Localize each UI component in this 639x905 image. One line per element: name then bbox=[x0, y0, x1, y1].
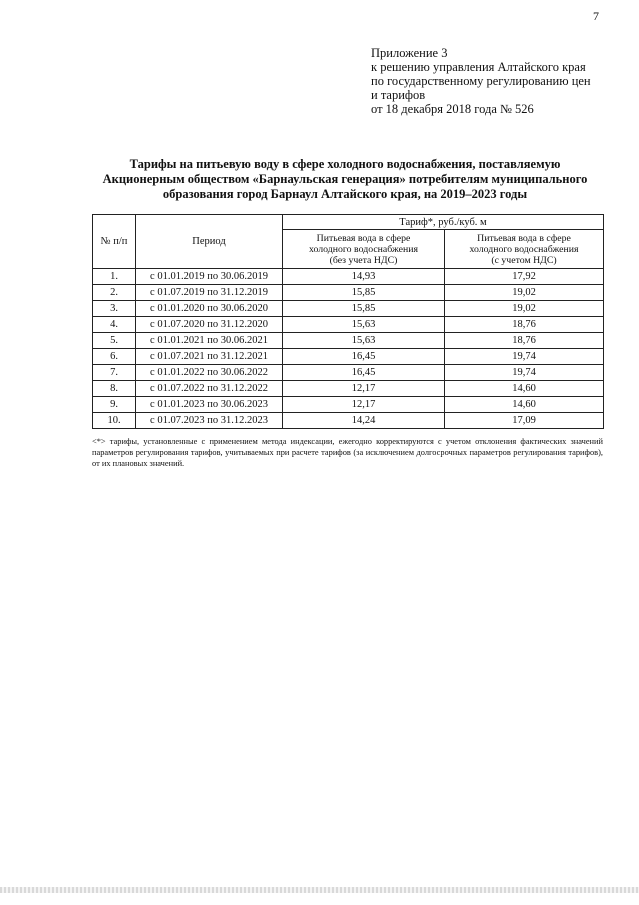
row-tariff-vat: 18,76 bbox=[445, 317, 604, 333]
row-tariff-vat: 19,74 bbox=[445, 349, 604, 365]
title-line: Акционерным обществом «Барнаульская генерация» потребителям муниципального bbox=[102, 172, 588, 186]
header-line: Питьевая вода в сфере bbox=[316, 232, 411, 244]
row-period: с 01.01.2023 по 30.06.2023 bbox=[136, 397, 283, 413]
table-row bbox=[93, 413, 604, 429]
row-number: 3. bbox=[93, 301, 136, 317]
row-number: 2. bbox=[93, 285, 136, 301]
header-line: Питьевая вода в сфере bbox=[477, 232, 571, 244]
table-row bbox=[93, 365, 604, 381]
column-header-period: Период bbox=[136, 215, 283, 269]
row-tariff-no-vat: 16,45 bbox=[283, 349, 445, 365]
row-tariff-vat: 14,60 bbox=[445, 381, 604, 397]
row-period: с 01.01.2019 по 30.06.2019 bbox=[136, 269, 283, 285]
appendix-line: и тарифов bbox=[371, 88, 426, 102]
table-row bbox=[93, 301, 604, 317]
table-row bbox=[93, 349, 604, 365]
row-tariff-no-vat: 15,63 bbox=[283, 317, 445, 333]
row-tariff-vat: 17,92 bbox=[445, 269, 604, 285]
row-number: 9. bbox=[93, 397, 136, 413]
row-number: 5. bbox=[93, 333, 136, 349]
appendix-header bbox=[371, 46, 621, 116]
row-tariff-no-vat: 14,93 bbox=[283, 269, 445, 285]
row-period: с 01.07.2023 по 31.12.2023 bbox=[136, 413, 283, 429]
row-period: с 01.07.2019 по 31.12.2019 bbox=[136, 285, 283, 301]
table-row bbox=[93, 317, 604, 333]
row-tariff-no-vat: 14,24 bbox=[283, 413, 445, 429]
row-period: с 01.07.2021 по 31.12.2021 bbox=[136, 349, 283, 365]
document-title bbox=[80, 157, 610, 202]
row-tariff-vat: 17,09 bbox=[445, 413, 604, 429]
row-tariff-no-vat: 15,63 bbox=[283, 333, 445, 349]
table-row bbox=[93, 381, 604, 397]
page-number: 7 bbox=[593, 9, 599, 23]
row-number: 4. bbox=[93, 317, 136, 333]
row-period: с 01.01.2020 по 30.06.2020 bbox=[136, 301, 283, 317]
column-header-no-vat bbox=[283, 230, 445, 269]
appendix-line: Приложение 3 bbox=[371, 46, 448, 60]
header-line: (с учетом НДС) bbox=[491, 254, 557, 266]
table-row bbox=[93, 285, 604, 301]
row-tariff-no-vat: 12,17 bbox=[283, 397, 445, 413]
row-tariff-no-vat: 15,85 bbox=[283, 301, 445, 317]
row-number: 1. bbox=[93, 269, 136, 285]
row-period: с 01.07.2020 по 31.12.2020 bbox=[136, 317, 283, 333]
row-number: 8. bbox=[93, 381, 136, 397]
row-tariff-vat: 19,74 bbox=[445, 365, 604, 381]
table-row bbox=[93, 397, 604, 413]
row-number: 7. bbox=[93, 365, 136, 381]
row-tariff-no-vat: 15,85 bbox=[283, 285, 445, 301]
title-line: образования город Барнаул Алтайского края, на 2019–2023 годы bbox=[162, 187, 528, 201]
table-row bbox=[93, 269, 604, 285]
row-number: 10. bbox=[93, 413, 136, 429]
row-tariff-no-vat: 12,17 bbox=[283, 381, 445, 397]
scan-bottom-edge bbox=[0, 887, 639, 893]
row-tariff-vat: 19,02 bbox=[445, 301, 604, 317]
column-header-number: № п/п bbox=[93, 215, 136, 269]
column-header-tariff: Тариф*, руб./куб. м bbox=[283, 215, 604, 230]
row-tariff-vat: 19,02 bbox=[445, 285, 604, 301]
row-number: 6. bbox=[93, 349, 136, 365]
row-tariff-vat: 18,76 bbox=[445, 333, 604, 349]
row-tariff-no-vat: 16,45 bbox=[283, 365, 445, 381]
appendix-line: по государственному регулированию цен bbox=[371, 74, 591, 88]
header-line: холодного водоснабжения bbox=[308, 243, 418, 255]
row-period: с 01.01.2022 по 30.06.2022 bbox=[136, 365, 283, 381]
row-period: с 01.07.2022 по 31.12.2022 bbox=[136, 381, 283, 397]
row-period: с 01.01.2021 по 30.06.2021 bbox=[136, 333, 283, 349]
appendix-line: к решению управления Алтайского края bbox=[371, 60, 586, 74]
table-row bbox=[93, 333, 604, 349]
header-line: (без учета НДС) bbox=[329, 254, 398, 266]
row-tariff-vat: 14,60 bbox=[445, 397, 604, 413]
column-header-vat bbox=[445, 230, 604, 269]
header-line: холодного водоснабжения bbox=[469, 243, 579, 255]
title-line: Тарифы на питьевую воду в сфере холодного водоснабжения, поставляемую bbox=[129, 157, 561, 171]
appendix-line: от 18 декабря 2018 года № 526 bbox=[371, 102, 534, 116]
tariff-table bbox=[92, 214, 604, 429]
footnote: <*> тарифы, установленные с применением метода индексации, ежегодно корректируются с учетом отклонения фактических значений параметров регулирования тарифов, учитываемых при расчете тарифов (за исключением долгосрочных параметров регулирования тарифов), от их плановых значений. bbox=[92, 437, 603, 468]
